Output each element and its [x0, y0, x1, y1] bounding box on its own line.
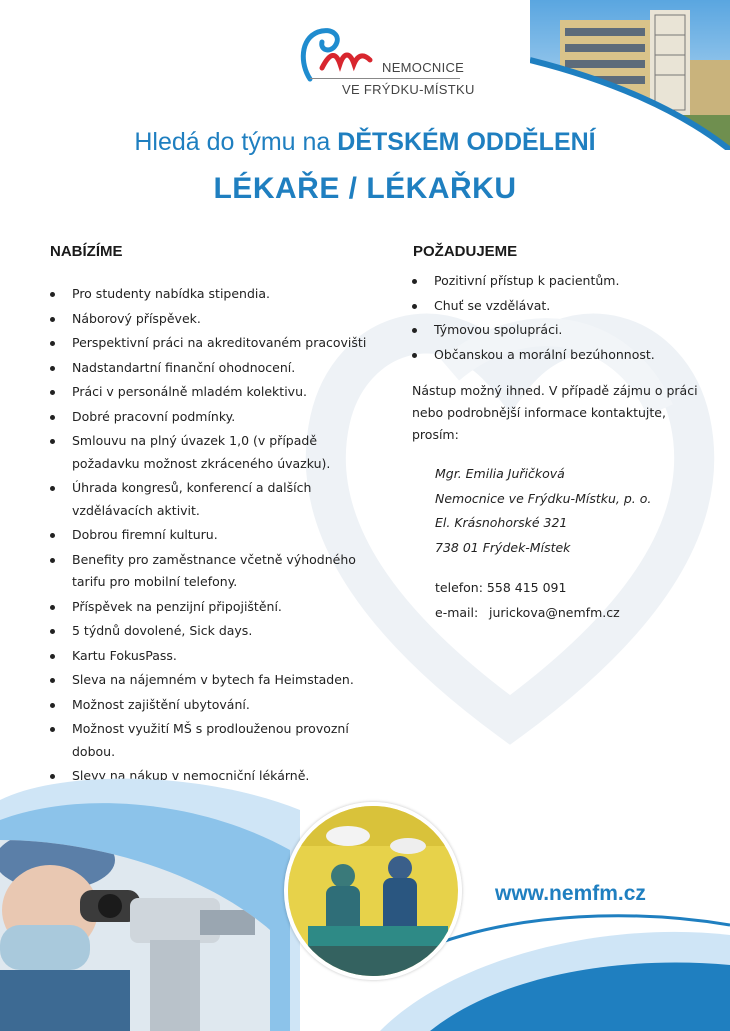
contact-city: 738 01 Frýdek-Místek: [435, 539, 571, 555]
list-item: Benefity pro zaměstnance včetně výhodného tarifu pro mobilní telefony.: [50, 549, 380, 594]
offer-list: [50, 283, 380, 814]
headline: [0, 128, 730, 157]
list-item: Práci v personálně mladém kolektivu.: [50, 381, 380, 404]
requirements-list: [412, 270, 712, 368]
contact-email-row: [435, 605, 620, 620]
website-link[interactable]: www.nemfm.cz: [495, 882, 646, 905]
headline-department: DĚTSKÉM ODDĚLENÍ: [337, 128, 596, 156]
list-item: Možnost zajištění ubytování.: [50, 694, 380, 717]
contact-address: [435, 462, 695, 560]
list-item: Pro studenty nabídka stipendia.: [50, 283, 380, 306]
hospital-logo: [280, 20, 480, 110]
surgery-photo: [284, 802, 462, 980]
requirements-heading: POŽADUJEME: [413, 243, 518, 260]
contact-org: Nemocnice ve Frýdku-Místku, p. o.: [435, 490, 652, 506]
offer-heading: NABÍZÍME: [50, 243, 123, 260]
contact-intro: Nástup možný ihned. V případě zájmu o práci nebo podrobnější informace kontaktujte, prosím:: [412, 383, 698, 442]
list-item: Příspěvek na penzijní připojištění.: [50, 596, 380, 619]
list-item: Kartu FokusPass.: [50, 645, 380, 668]
contact-street: El. Krásnohorské 321: [435, 515, 568, 530]
email-link[interactable]: jurickova@nemfm.cz: [489, 605, 620, 620]
list-item: 5 týdnů dovolené, Sick days.: [50, 620, 380, 643]
list-item: Pozitivní přístup k pacientům.: [412, 270, 712, 293]
list-item: Občanskou a morální bezúhonnost.: [412, 344, 712, 367]
email-label: e-mail:: [435, 605, 479, 620]
doctor-microscope-photo: [0, 840, 270, 1031]
list-item: Náborový příspěvek.: [50, 308, 380, 331]
logo-text-line1: NEMOCNICE: [382, 60, 465, 75]
list-item: Týmovou spolupráci.: [412, 319, 712, 342]
contact-name: Mgr. Emilia Juřičková: [435, 466, 565, 481]
headline-prefix: Hledá do týmu na: [134, 128, 338, 156]
list-item: Slevy na nákup v nemocniční lékárně.: [50, 765, 380, 788]
logo-text-line2: VE FRÝDKU-MÍSTKU: [342, 82, 475, 97]
logo-symbol-icon: [280, 24, 380, 84]
list-item: Smlouvu na plný úvazek 1,0 (v případě požadavku možnost zkráceného úvazku).: [50, 430, 380, 475]
job-title: LÉKAŘE / LÉKAŘKU: [213, 172, 517, 205]
list-item: Dobré pracovní podmínky.: [50, 406, 380, 429]
logo-divider: [310, 78, 460, 79]
list-item: Chuť se vzdělávat.: [412, 295, 712, 318]
contact-phone: telefon: 558 415 091: [435, 580, 567, 595]
list-item: Možnost využití MŠ s prodlouženou provozní dobou.: [50, 718, 380, 763]
list-item: Nadstandartní finanční ohodnocení.: [50, 357, 380, 380]
list-item: Úhrada kongresů, konferencí a dalších vzdělávacích aktivit.: [50, 477, 380, 522]
operating-room-illustration: [288, 806, 458, 976]
list-item: Perspektivní práci na akreditovaném pracovišti: [50, 332, 380, 355]
list-item: Dobrou firemní kulturu.: [50, 524, 380, 547]
list-item: Sleva na nájemném v bytech fa Heimstaden.: [50, 669, 380, 692]
